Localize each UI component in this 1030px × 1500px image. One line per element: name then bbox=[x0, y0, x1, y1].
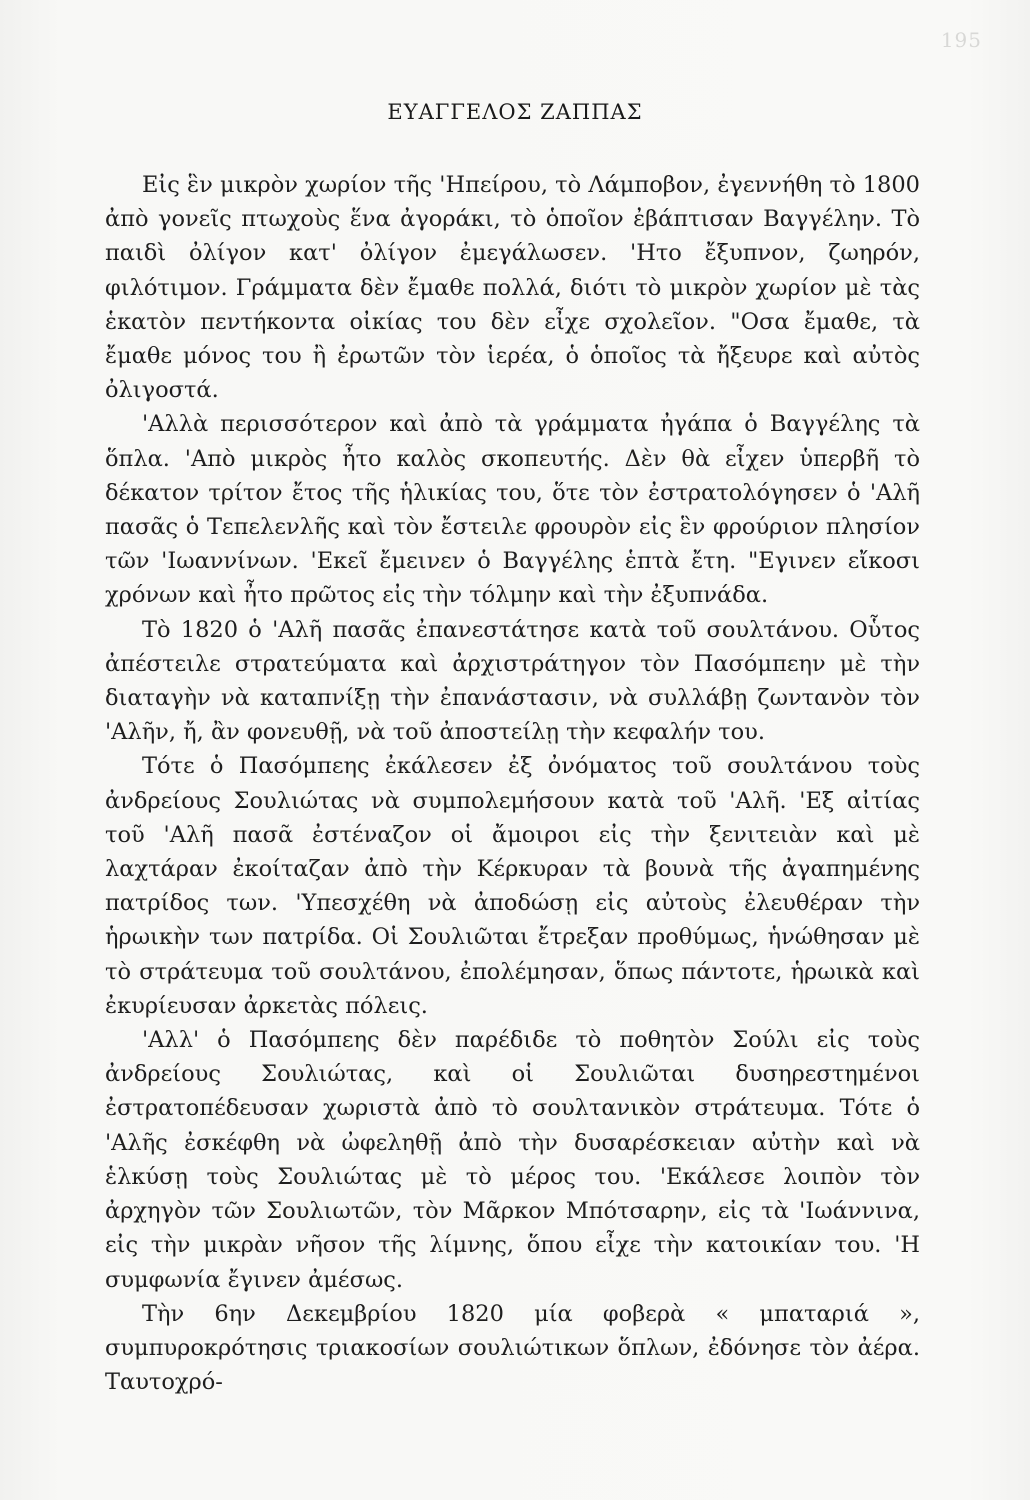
paragraph-5: 'Αλλ' ὁ Πασόμπεης δὲν παρέδιδε τὸ ποθητὸν Σούλι εἰς τοὺς ἀνδρείους Σουλιώτας, καὶ οἱ Σουλιῶται δυσηρεστημένοι ἐστρατοπέδευσαν χωριστὰ ἀπὸ τὸ σουλτανικὸν στράτευμα. Τότε ὁ 'Αλῆς ἐσκέφθη νὰ ὠφεληθῇ ἀπὸ τὴν δυσαρέσκειαν αὐτὴν καὶ νὰ ἑλκύσῃ τοὺς Σουλιώτας μὲ τὸ μέρος του. 'Εκάλεσε λοιπὸν τὸν ἀρχηγὸν τῶν Σουλιωτῶν, τὸν Μᾶρκον Μπότσαρην, εἰς τὰ 'Ιωάννινα, εἰς τὴν μικρὰν νῆσον τῆς λίμνης, ὅπου εἶχε τὴν κατοικίαν του. 'Η συμφωνία ἔγινεν ἀμέσως. bbox=[105, 1027, 920, 1293]
paragraph-6: Τὴν 6ην Δεκεμβρίου 1820 μία φοβερὰ « μπαταριά », συμπυροκρότησις τριακοσίων σουλιώτικων ὅπλων, ἐδόνησε τὸν ἀέρα. Ταυτοχρό- bbox=[105, 1300, 920, 1396]
chapter-title: ΕΥΑΓΓΕΛΟΣ ΖΑΠΠΑΣ bbox=[387, 100, 643, 124]
paragraph-2: 'Αλλὰ περισσότερον καὶ ἀπὸ τὰ γράμματα ἠγάπα ὁ Βαγγέλης τὰ ὅπλα. 'Απὸ μικρὸς ἦτο καλὸς σκοπευτής. Δὲν θὰ εἶχεν ὑπερβῆ τὸ δέκατον τρίτον ἔτος τῆς ἡλικίας του, ὅτε τὸν ἐστρατολόγησεν ὁ 'Αλῆ πασᾶς ὁ Τεπελενλῆς καὶ τὸν ἔστειλε φρουρὸν εἰς ἓν φρούριον πλησίον τῶν 'Ιωαννίνων. 'Εκεῖ ἔμεινεν ὁ Βαγγέλης ἑπτὰ ἔτη. "Εγινεν εἴκοσι χρόνων καὶ ἦτο πρῶτος εἰς τὴν τόλμην καὶ τὴν ἐξυπνάδα. bbox=[105, 411, 920, 609]
page-number: 195 bbox=[940, 28, 982, 52]
paragraph-1: Εἰς ἓν μικρὸν χωρίον τῆς 'Ηπείρου, τὸ Λάμποβον, ἐγεννήθη τὸ 1800 ἀπὸ γονεῖς πτωχοὺς ἕνα ἀγοράκι, τὸ ὁποῖον ἐβάπτισαν Βαγγέλην. Τὸ παιδὶ ὀλίγον κατ' ὀλίγον ἐμεγάλωσεν. 'Ητο ἔξυπνον, ζωηρόν, φιλότιμον. Γράμματα δὲν ἔμαθε πολλά, διότι τὸ μικρὸν χωρίον μὲ τὰς ἑκατὸν πεντήκοντα οἰκίας του δὲν εἶχε σχολεῖον. "Οσα ἔμαθε, τὰ ἔμαθε μόνος του ἢ ἐρωτῶν τὸν ἱερέα, ὁ ὁποῖος τὰ ἤξευρε καὶ αὐτὸς ὀλιγοστά. bbox=[105, 172, 920, 404]
paragraph-3: Τὸ 1820 ὁ 'Αλῆ πασᾶς ἐπανεστάτησε κατὰ τοῦ σουλτάνου. Οὗτος ἀπέστειλε στρατεύματα καὶ ἀρχιστράτηγον τὸν Πασόμπεην μὲ τὴν διαταγὴν νὰ καταπνίξῃ τὴν ἐπανάστασιν, νὰ συλλάβῃ ζωντανὸν τὸν 'Αλῆν, ἤ, ἂν φονευθῇ, νὰ τοῦ ἀποστείλῃ τὴν κεφαλήν του. bbox=[105, 616, 920, 746]
body-text bbox=[105, 168, 920, 1399]
paragraph-4: Τότε ὁ Πασόμπεης ἐκάλεσεν ἐξ ὀνόματος τοῦ σουλτάνου τοὺς ἀνδρείους Σουλιώτας νὰ συμπολεμήσουν κατὰ τοῦ 'Αλῆ. 'Εξ αἰτίας τοῦ 'Αλῆ πασᾶ ἐστέναζον οἱ ἄμοιροι εἰς τὴν ξενιτειὰν καὶ μὲ λαχτάραν ἐκοίταζαν ἀπὸ τὴν Κέρκυραν τὰ βουνὰ τῆς ἀγαπημένης πατρίδος των. 'Υπεσχέθη νὰ ἀποδώσῃ εἰς αὐτοὺς ἐλευθέραν τὴν ἡρωικὴν των πατρίδα. Οἱ Σουλιῶται ἔτρεξαν προθύμως, ἡνώθησαν μὲ τὸ στράτευμα τοῦ σουλτάνου, ἐπολέμησαν, ὅπως πάντοτε, ἡρωικὰ καὶ ἐκυρίευσαν ἀρκετὰς πόλεις. bbox=[105, 753, 920, 1019]
